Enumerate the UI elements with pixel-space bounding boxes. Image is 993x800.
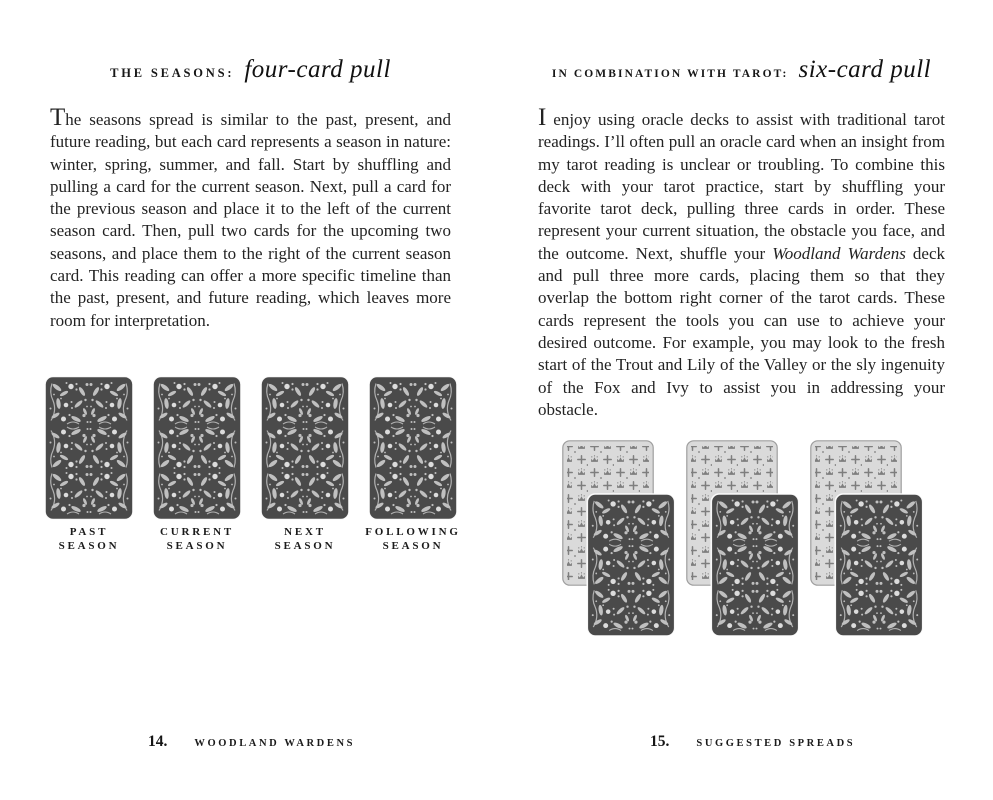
label-line: NEXT xyxy=(284,526,326,538)
label-line: SEASON xyxy=(274,539,336,552)
oracle-card-back xyxy=(833,493,925,637)
card-pair xyxy=(686,440,802,638)
label-line: PAST xyxy=(69,526,109,538)
right-section-title: six-card pull xyxy=(798,56,932,83)
right-page-header xyxy=(538,56,945,84)
oracle-card-back xyxy=(152,375,242,521)
left-page-number: 14. xyxy=(148,733,168,750)
left-running-title: WOODLAND WARDENS xyxy=(194,738,356,749)
right-page-footer xyxy=(650,733,855,751)
label-line: SEASON xyxy=(382,539,444,552)
oracle-card-back xyxy=(260,375,350,521)
label-line: FOLLOWING xyxy=(365,526,461,538)
oracle-card-back xyxy=(368,375,458,521)
label-line: CURRENT xyxy=(160,526,234,538)
left-body-text: he seasons spread is similar to the past, present, and future reading, but each card represents a season in nature: winter, spring, summer, and fall. Start by shuffling and pulling a card for the current season. Next, pull a card for the previous season and place it to the left of the current season card. Then, pull two cards for the upcoming two seasons, and place them to the right of the current season card. This reading can offer a more specific timeline than the past, present, and future reading, which leaves more room for interpretation. xyxy=(50,110,451,330)
card-pair xyxy=(810,440,926,638)
left-body-paragraph xyxy=(50,105,451,332)
card-pair xyxy=(562,440,678,638)
right-running-title: SUGGESTED SPREADS xyxy=(696,738,856,749)
oracle-card-back xyxy=(709,493,801,637)
card-label-following-season xyxy=(348,526,478,553)
right-body-text-1: enjoy using oracle decks to assist with traditional tarot readings. I’ll often pull an oracle card when an insight from my tarot reading is unclear or troubling. To combine this deck with your tarot practice, start by shuffling your favorite tarot deck, pulling three cards in order. These represent your current situation, the obstacle you face, and the outcome. Next, shuffle your xyxy=(538,110,945,263)
left-page-footer xyxy=(148,733,355,751)
right-body-paragraph xyxy=(538,105,945,421)
right-lead-cap: I xyxy=(538,104,547,131)
deck-name-italic: Woodland Wardens xyxy=(772,243,906,263)
label-line: SEASON xyxy=(166,539,228,552)
left-section-kicker: THE SEASONS: xyxy=(110,66,235,80)
right-section-kicker: IN COMBINATION WITH TAROT: xyxy=(551,68,789,80)
left-lead-cap: T xyxy=(50,104,66,131)
left-section-title: four-card pull xyxy=(244,56,391,83)
right-body-text-2: deck and pull three more cards, placing them so that they overlap the bottom right corner of the tarot cards. These cards represent the tools you can use to achieve your desired outcome. For example, you may look to the fresh start of the Trout and Lily of the Valley or the sly ingenuity of the Fox and Ivy to assist you in addressing your obstacle. xyxy=(538,243,945,419)
right-page-number: 15. xyxy=(650,733,670,750)
label-line: SEASON xyxy=(58,539,120,552)
oracle-card-back xyxy=(585,493,677,637)
oracle-card-back xyxy=(44,375,134,521)
left-page-header xyxy=(50,56,451,84)
